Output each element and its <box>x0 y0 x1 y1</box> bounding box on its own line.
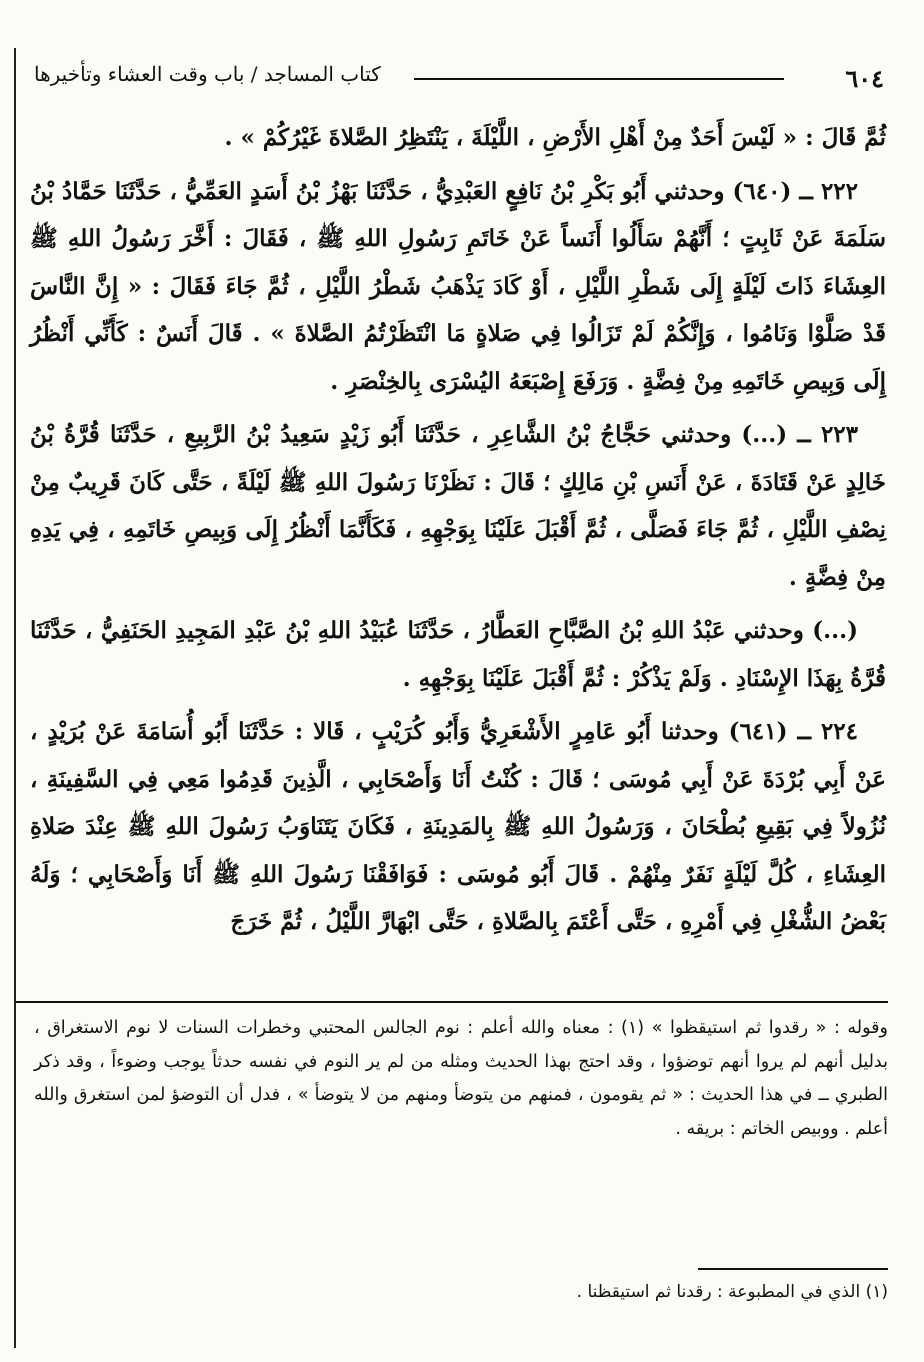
hadith-paragraph: ٢٢٣ ــ (...) وحدثني حَجَّاجُ بْنُ الشَّاعِرِ ، حَدَّثَنَا أَبُو زَيْدٍ سَعِيدُ بْنُ الرَّبِيعِ ، حَدَّثَنَا قُرَّةُ بْنُ خَالِدٍ عَنْ قَتَادَةَ ، عَنْ أَنَسِ بْنِ مَالِكٍ ؛ قَالَ : نَظَرْنَا رَسُولَ اللهِ ﷺ لَيْلَةً ، حَتَّى كَانَ قَرِيبٌ مِنْ نِصْفِ اللَّيْلِ ، ثُمَّ جَاءَ فَصَلَّى ، ثُمَّ أَقْبَلَ عَلَيْنَا بِوَجْهِهِ ، فَكَأَنَّمَا أَنْظُرُ إِلَى وَبِيصِ خَاتَمِهِ ، فِي يَدِهِ مِنْ فِضَّةٍ . <box>30 421 886 591</box>
header-rule <box>414 78 784 80</box>
commentary-separator <box>16 1001 888 1003</box>
commentary-text: وقوله : « رقدوا ثم استيقظوا » (١) : معناه والله أعلم : نوم الجالس المحتبي وخطرات السنات لا نوم الاستغراق ، بدليل أنهم لم يروا أنهم توضؤوا ، وقد احتج بهذا الحديث ومثله من لم ير النوم في نفسه حدثاً يوجب وضوءاً ، وقد ذكر الطبري ــ في هذا الحديث : « ثم يقومون ، فمنهم من يتوضأ ومنهم من لا يتوضأ » ، فدل أن التوضؤ لمن استغرق والله أعلم . ووبيص الخاتم : بريقه . <box>34 1018 888 1139</box>
page-number: ٦٠٤ <box>845 64 884 93</box>
hadith-paragraph: ثُمَّ قَالَ : « لَيْسَ أَحَدٌ مِنْ أَهْلِ الأَرْضِ ، اللَّيْلَةَ ، يَنْتَظِرُ الصَّلاةَ غَيْرُكُمْ » . <box>224 124 886 151</box>
footnote: (١) الذي في المطبوعة : رقدنا ثم استيقظنا . <box>576 1282 888 1302</box>
hadith-paragraph: (...) وحدثني عَبْدُ اللهِ بْنُ الصَّبَّاحِ العَطَّارُ ، حَدَّثَنَا عُبَيْدُ اللهِ بْنُ عَبْدِ المَجِيدِ الحَنَفِيُّ ، حَدَّثَنَا قُرَّةُ بِهَذَا الإِسْنَادِ . وَلَمْ يَذْكُرْ : ثُمَّ أَقْبَلَ عَلَيْنَا بِوَجْهِهِ . <box>30 617 886 692</box>
footnote-rule <box>698 1268 888 1270</box>
running-title: كتاب المساجد / باب وقت العشاء وتأخيرها <box>34 62 381 86</box>
page-header <box>34 62 884 93</box>
hadith-paragraph: ٢٢٤ ــ (٦٤١) وحدثنا أَبُو عَامِرٍ الأَشْعَرِيُّ وَأَبُو كُرَيْبٍ ، قَالا : حَدَّثَنَا أَبُو أُسَامَةَ عَنْ بُرَيْدٍ ، عَنْ أَبِي بُرْدَةَ عَنْ أَبِي مُوسَى ؛ قَالَ : كُنْتُ أَنَا وَأَصْحَابِي ، الَّذِينَ قَدِمُوا مَعِي فِي السَّفِينَةِ ، نُزُولاً فِي بَقِيعِ بُطْحَانَ ، وَرَسُولُ اللهِ ﷺ بِالمَدِينَةِ ، فَكَانَ يَتَنَاوَبُ رَسُولَ اللهِ ﷺ عِنْدَ صَلاةِ العِشَاءِ ، كُلَّ لَيْلَةٍ نَفَرٌ مِنْهُمْ . قَالَ أَبُو مُوسَى : فَوَافَقْنَا رَسُولَ اللهِ ﷺ أَنَا وَأَصْحَابِي ؛ وَلَهُ بَعْضُ الشُّغْلِ فِي أَمْرِهِ ، حَتَّى أَعْتَمَ بِالصَّلاةِ ، حَتَّى ابْهَارَّ اللَّيْلُ ، ثُمَّ خَرَجَ <box>30 718 886 935</box>
hadith-paragraph: ٢٢٢ ــ (٦٤٠) وحدثني أَبُو بَكْرِ بْنُ نَافِعٍ العَبْدِيُّ ، حَدَّثَنَا بَهْزُ بْنُ أَسَدٍ العَمِّيُّ ، حَدَّثَنَا حَمَّادُ بْنُ سَلَمَةَ عَنْ ثَابِتٍ ؛ أَنَّهُمْ سَأَلُوا أَنَساً عَنْ خَاتَمِ رَسُولِ اللهِ ﷺ ، فَقَالَ : أَخَّرَ رَسُولُ اللهِ ﷺ العِشَاءَ ذَاتَ لَيْلَةٍ إِلَى شَطْرِ اللَّيْلِ ، أَوْ كَادَ يَذْهَبُ شَطْرُ اللَّيْلِ ، ثُمَّ جَاءَ فَقَالَ : « إِنَّ النَّاسَ قَدْ صَلَّوْا وَنَامُوا ، وَإِنَّكُمْ لَمْ تَزَالُوا فِي صَلاةٍ مَا انْتَظَرْتُمُ الصَّلاةَ » . قَالَ أَنَسٌ : كَأَنِّي أَنْظُرُ إِلَى وَبِيصِ خَاتَمِهِ مِنْ فِضَّةٍ . وَرَفَعَ إِصْبَعَهُ اليُسْرَى بِالخِنْصَرِ . <box>30 177 886 395</box>
hadith-text <box>30 114 886 952</box>
margin-rule <box>14 48 16 1348</box>
